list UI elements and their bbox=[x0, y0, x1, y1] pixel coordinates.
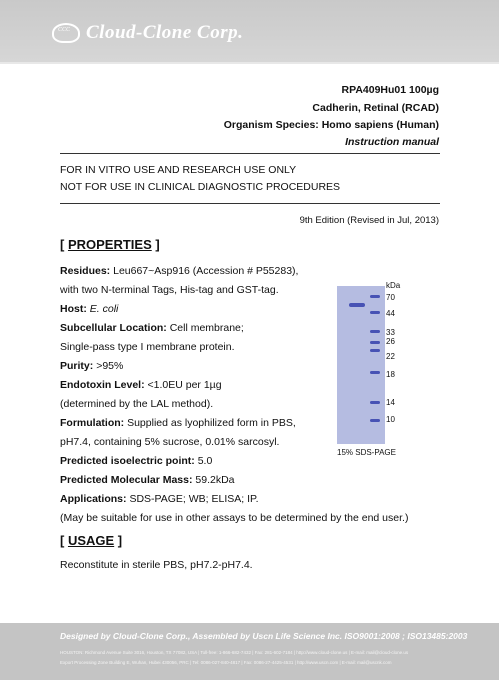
marker-band bbox=[370, 311, 380, 314]
molecular-mass-row: Predicted Molecular Mass: 59.2kDa bbox=[60, 474, 235, 486]
header-banner bbox=[0, 0, 499, 64]
usage-heading: [ USAGE ] bbox=[60, 533, 123, 548]
marker-band bbox=[370, 330, 380, 333]
marker-band bbox=[370, 341, 380, 344]
marker-band bbox=[370, 419, 380, 422]
divider bbox=[60, 153, 440, 154]
location-row-cont: Single-pass type I membrane protein. bbox=[60, 341, 235, 353]
company-logo bbox=[52, 22, 243, 44]
properties-heading: [ PROPERTIES ] bbox=[60, 237, 160, 252]
endotoxin-row: Endotoxin Level: <1.0EU per 1µg bbox=[60, 379, 222, 391]
formulation-row-cont: pH7.4, containing 5% sucrose, 0.01% sarcosyl. bbox=[60, 436, 280, 448]
applications-note: (May be suitable for use in other assays to be determined by the end user.) bbox=[60, 512, 409, 524]
marker-label: 14 bbox=[386, 398, 395, 407]
notice-not-clinical: NOT FOR USE IN CLINICAL DIAGNOSTIC PROCEDURES bbox=[60, 181, 341, 193]
marker-label: 10 bbox=[386, 415, 395, 424]
gel-unit-label: kDa bbox=[386, 281, 401, 290]
residues-row: Residues: Leu667~Asp916 (Accession # P55283), bbox=[60, 265, 299, 277]
logo-mark-text: CCC bbox=[58, 27, 71, 33]
product-code: RPA409Hu01 100µg bbox=[341, 84, 439, 96]
sample-band bbox=[349, 303, 365, 307]
product-name: Cadherin, Retinal (RCAD) bbox=[312, 102, 439, 114]
marker-band bbox=[370, 295, 380, 298]
location-row: Subcellular Location: Cell membrane; bbox=[60, 322, 244, 334]
host-row: Host: E. coli bbox=[60, 303, 119, 315]
purity-row: Purity: >95% bbox=[60, 360, 124, 372]
marker-label: 33 bbox=[386, 328, 395, 337]
footer-banner bbox=[0, 623, 499, 680]
formulation-row: Formulation: Supplied as lyophilized form in PBS, bbox=[60, 417, 296, 429]
gel-caption: 15% SDS-PAGE bbox=[337, 448, 396, 457]
footer-title: Designed by Cloud-Clone Corp., Assembled by Uscn Life Science Inc. ISO9001:2008 ; ISO13485:2003 bbox=[60, 631, 468, 641]
organism-species: Organism Species: Homo sapiens (Human) bbox=[223, 119, 439, 131]
marker-band bbox=[370, 401, 380, 404]
applications-row: Applications: SDS-PAGE; WB; ELISA; IP. bbox=[60, 493, 259, 505]
cloud-logo-icon bbox=[52, 23, 80, 43]
notice-research-use: FOR IN VITRO USE AND RESEARCH USE ONLY bbox=[60, 164, 297, 176]
marker-label: 44 bbox=[386, 309, 395, 318]
marker-label: 26 bbox=[386, 337, 395, 346]
residues-row-cont: with two N-terminal Tags, His-tag and GST-tag. bbox=[60, 284, 279, 296]
marker-band bbox=[370, 349, 380, 352]
company-name: Cloud-Clone Corp. bbox=[86, 22, 244, 43]
marker-label: 70 bbox=[386, 293, 395, 302]
marker-band bbox=[370, 371, 380, 374]
marker-label: 22 bbox=[386, 352, 395, 361]
footer-address-cn: Export Processing Zone Building E, Wuhan, Hubei 430056, PRC | Tel: 0086-027-840-4817 | Fax: 0086-27-4425-4531 | http://www.uscn.com | E-mail: mail@uscnk.com bbox=[60, 660, 392, 665]
footer-address-us: HOUSTON: Richmond Avenue Suite 3016, Houston, TX 77082, USA | Toll-free: 1-866-682-7432 | Fax: 281-602-7184 | http://www.cloud-clone.us | E-mail: mail@cloud-clone.us bbox=[60, 650, 409, 655]
edition-info: 9th Edition (Revised in Jul, 2013) bbox=[299, 215, 439, 226]
isoelectric-row: Predicted isoelectric point: 5.0 bbox=[60, 455, 213, 467]
divider bbox=[60, 203, 440, 204]
endotoxin-row-cont: (determined by the LAL method). bbox=[60, 398, 214, 410]
sds-page-gel-image bbox=[337, 286, 385, 444]
usage-text: Reconstitute in sterile PBS, pH7.2-pH7.4. bbox=[60, 559, 253, 571]
marker-label: 18 bbox=[386, 370, 395, 379]
document-type: Instruction manual bbox=[345, 136, 439, 148]
